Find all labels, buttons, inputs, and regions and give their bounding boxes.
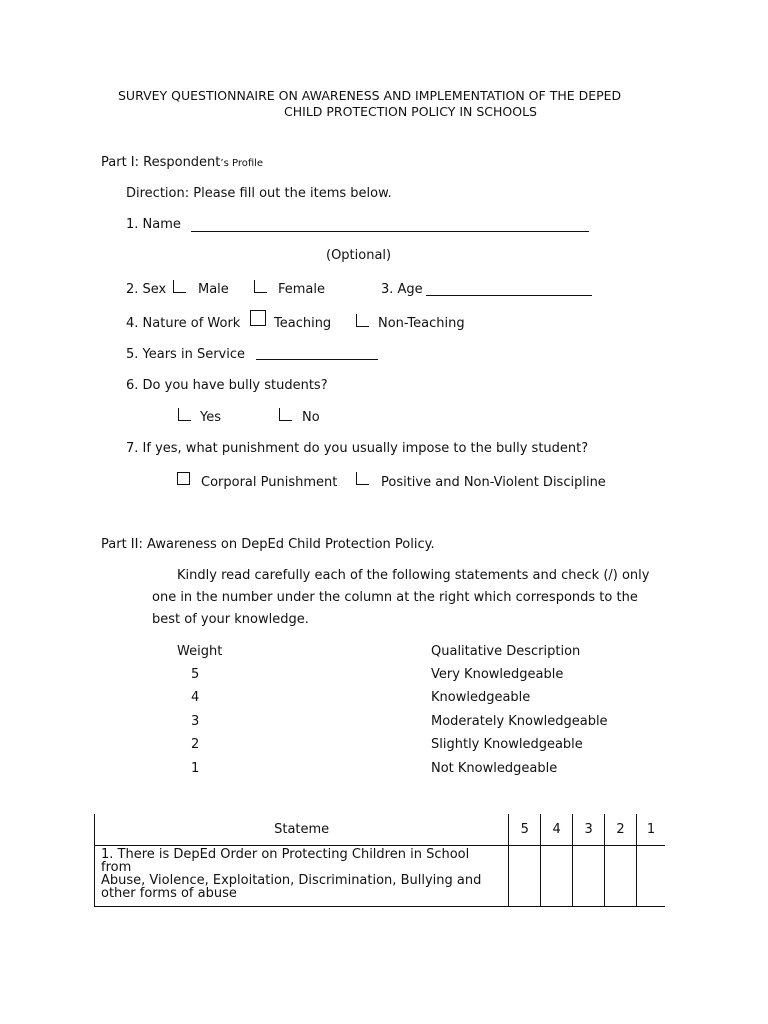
q7-label: 7. If yes, what punishment do you usually impose to the bully student? bbox=[126, 441, 589, 456]
option-yes: Yes bbox=[200, 410, 221, 425]
checkbox-female[interactable] bbox=[254, 280, 267, 293]
direction-text: Direction: Please fill out the items below. bbox=[126, 186, 392, 201]
q4-label: 4. Nature of Work bbox=[126, 316, 241, 331]
q6-label: 6. Do you have bully students? bbox=[126, 378, 328, 393]
checkbox-no[interactable] bbox=[279, 408, 292, 421]
description-header: Qualitative Description bbox=[431, 644, 581, 659]
checkbox-corporal[interactable] bbox=[177, 472, 190, 485]
instruction-line2: one in the number under the column at the right which corresponds to the bbox=[152, 590, 638, 605]
checkbox-non-teaching[interactable] bbox=[356, 314, 369, 327]
rating-cell-4[interactable] bbox=[541, 846, 573, 907]
option-non-teaching: Non-Teaching bbox=[378, 316, 465, 331]
survey-title-line2: CHILD PROTECTION POLICY IN SCHOOLS bbox=[284, 104, 537, 119]
option-female: Female bbox=[278, 282, 326, 297]
q1-label: 1. Name bbox=[126, 217, 181, 232]
q5-label: 5. Years in Service bbox=[126, 347, 245, 362]
q3-label: 3. Age bbox=[381, 282, 423, 297]
col-header-4: 4 bbox=[541, 814, 573, 846]
scale-weight-1: 1 bbox=[191, 761, 200, 776]
part2-heading: Part II: Awareness on DepEd Child Protection Policy. bbox=[101, 537, 435, 552]
scale-weight-5: 5 bbox=[191, 667, 200, 682]
q1-optional-note: (Optional) bbox=[326, 248, 392, 263]
weight-header: Weight bbox=[177, 644, 223, 659]
option-no: No bbox=[302, 410, 320, 425]
scale-weight-2: 2 bbox=[191, 737, 200, 752]
instruction-line3: best of your knowledge. bbox=[152, 612, 309, 627]
option-teaching: Teaching bbox=[274, 316, 332, 331]
option-corporal: Corporal Punishment bbox=[201, 475, 338, 490]
rating-cell-1[interactable] bbox=[637, 846, 665, 907]
checkbox-yes[interactable] bbox=[178, 408, 191, 421]
part1-heading bbox=[101, 156, 263, 169]
checkbox-male[interactable] bbox=[173, 280, 186, 293]
col-header-2: 2 bbox=[605, 814, 637, 846]
col-header-1: 1 bbox=[637, 814, 665, 846]
option-positive-discipline: Positive and Non-Violent Discipline bbox=[381, 475, 606, 490]
age-field[interactable] bbox=[426, 294, 592, 296]
part1-heading-suffix: ’s Profile bbox=[220, 158, 264, 169]
scale-weight-3: 3 bbox=[191, 714, 200, 729]
rating-cell-5[interactable] bbox=[509, 846, 541, 907]
rating-cell-2[interactable] bbox=[605, 846, 637, 907]
scale-weight-4: 4 bbox=[191, 690, 200, 705]
name-field[interactable] bbox=[191, 230, 589, 232]
col-header-statement: Stateme bbox=[95, 814, 509, 846]
checkbox-teaching[interactable] bbox=[250, 310, 266, 326]
part1-heading-main: Part I: Respondent bbox=[101, 155, 221, 170]
scale-desc-2: Slightly Knowledgeable bbox=[431, 737, 583, 752]
survey-title-line1: SURVEY QUESTIONNAIRE ON AWARENESS AND IMPLEMENTATION OF THE DEPED bbox=[118, 88, 622, 103]
statement-1-line1: 1. There is DepEd Order on Protecting Children in School from bbox=[101, 848, 470, 875]
col-header-5: 5 bbox=[509, 814, 541, 846]
rating-cell-3[interactable] bbox=[573, 846, 605, 907]
years-service-field[interactable] bbox=[256, 358, 378, 360]
scale-desc-5: Very Knowledgeable bbox=[431, 667, 564, 682]
statement-cell-1 bbox=[95, 846, 509, 907]
q2-label: 2. Sex bbox=[126, 282, 167, 297]
option-male: Male bbox=[198, 282, 229, 297]
scale-desc-1: Not Knowledgeable bbox=[431, 761, 558, 776]
checkbox-positive-discipline[interactable] bbox=[356, 472, 369, 485]
scale-desc-4: Knowledgeable bbox=[431, 690, 531, 705]
scale-desc-3: Moderately Knowledgeable bbox=[431, 714, 608, 729]
statement-1-line2: Abuse, Violence, Exploitation, Discrimination, Bullying and other forms of abuse bbox=[101, 873, 482, 900]
instruction-line1: Kindly read carefully each of the following statements and check (/) only bbox=[177, 568, 650, 583]
col-header-3: 3 bbox=[573, 814, 605, 846]
rating-table bbox=[94, 814, 665, 907]
